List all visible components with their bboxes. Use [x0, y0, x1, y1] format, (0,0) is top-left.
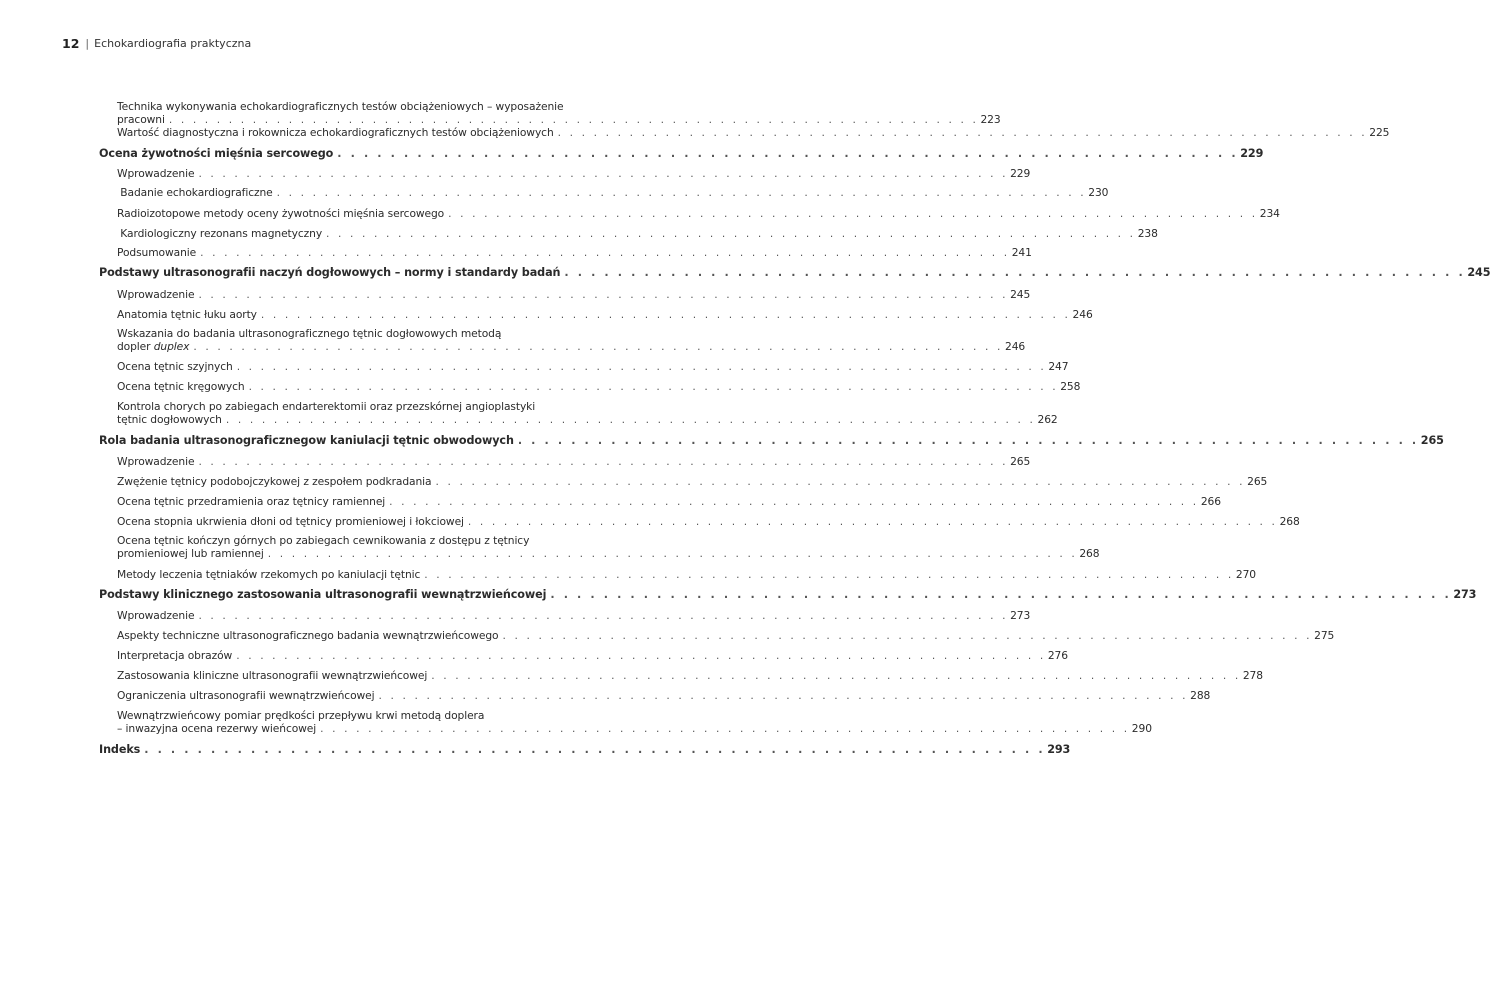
toc-entry-title: Zwężenie tętnicy podobojczykowej z zespołem podkradania — [117, 475, 432, 488]
toc-page-number: 223 — [980, 113, 1001, 127]
toc-page-number: 293 — [1047, 743, 1071, 756]
toc-entry-title: Radioizotopowe metody oceny żywotności mięśnia sercowego — [117, 207, 445, 220]
toc-dot-leader: . . . . . . . . . . . . . . . . . . . . . . . . . . . . . . . . . . . . . . . . . . . . . . . . . . . . . . . . . . . . . . . . . . . . — [435, 475, 1246, 488]
toc-page-number: 247 — [1048, 360, 1069, 373]
toc-subentry — [117, 400, 1058, 427]
toc-subentry — [117, 669, 1263, 682]
header-separator: | — [85, 37, 90, 50]
toc-dot-leader: . . . . . . . . . . . . . . . . . . . . . . . . . . . . . . . . . . . . . . . . . . . . . . . . . . . . . . . . . . . . . . . . . . . . — [198, 609, 1009, 622]
toc-page-number: 265 — [1010, 455, 1031, 468]
toc-entry-title: Indeks — [99, 743, 141, 756]
toc-subentry — [117, 515, 1300, 528]
toc-entry-title: Podstawy ultrasonografii naczyń dogłowowych – normy i standardy badań — [99, 266, 561, 279]
toc-dot-leader: . . . . . . . . . . . . . . . . . . . . . . . . . . . . . . . . . . . . . . . . . . . . . . . . . . . . . . . . . . . . . . . . . . . . — [200, 246, 1010, 259]
toc-subentry — [117, 709, 1152, 736]
toc-page-number: 245 — [1010, 288, 1031, 301]
toc-section-entry — [99, 434, 1444, 447]
toc-page-number: 268 — [1079, 547, 1100, 561]
toc-entry-title: Ocena tętnic kręgowych — [117, 380, 245, 393]
toc-dot-leader: . . . . . . . . . . . . . . . . . . . . . . . . . . . . . . . . . . . . . . . . . . . . . . . . . . . . . . . . . . . . . . . . . . . . — [267, 547, 1078, 561]
toc-page-number: 262 — [1037, 413, 1058, 427]
toc-dot-leader: . . . . . . . . . . . . . . . . . . . . . . . . . . . . . . . . . . . . . . . . . . . . . . . . . . . . . . . . . . . . . . . . . . . . — [337, 147, 1239, 160]
toc-subentry — [117, 534, 1100, 561]
toc-entry-title-line: Ocena tętnic kończyn górnych po zabiegach cewnikowania z dostępu z tętnicy — [117, 534, 530, 547]
page-number: 12 — [62, 36, 80, 51]
toc-page-number: 288 — [1190, 689, 1211, 702]
toc-dot-leader: . . . . . . . . . . . . . . . . . . . . . . . . . . . . . . . . . . . . . . . . . . . . . . . . . . . . . . . . . . . . . . . . . . . . — [225, 413, 1036, 427]
toc-entry-title: Wprowadzenie — [117, 455, 195, 468]
toc-entry-title: Ocena tętnic szyjnych — [117, 360, 233, 373]
toc-entry-title: Interpretacja obrazów — [117, 649, 233, 662]
toc-dot-leader: . . . . . . . . . . . . . . . . . . . . . . . . . . . . . . . . . . . . . . . . . . . . . . . . . . . . . . . . . . . . . . . . . . . . — [557, 126, 1368, 139]
toc-entry-title: Wartość diagnostyczna i rokownicza echokardiograficznych testów obciążeniowych — [117, 126, 554, 139]
toc-dot-leader: . . . . . . . . . . . . . . . . . . . . . . . . . . . . . . . . . . . . . . . . . . . . . . . . . . . . . . . . . . . . . . . . . . . . — [517, 434, 1419, 447]
toc-entry-title: dopler — [117, 340, 154, 354]
toc-page-number: 276 — [1047, 649, 1068, 662]
toc-page-number: 230 — [1088, 186, 1109, 199]
toc-section-entry — [99, 266, 1490, 279]
toc-page-number: 273 — [1453, 588, 1477, 601]
toc-section-entry — [99, 147, 1264, 160]
toc-subentry — [117, 126, 1390, 139]
toc-dot-leader: . . . . . . . . . . . . . . . . . . . . . . . . . . . . . . . . . . . . . . . . . . . . . . . . . . . . . . . . . . . . . . . . . . . . — [550, 588, 1452, 601]
toc-dot-leader: . . . . . . . . . . . . . . . . . . . . . . . . . . . . . . . . . . . . . . . . . . . . . . . . . . . . . . . . . . . . . . . . . . . . — [389, 495, 1199, 508]
toc-entry-title: Aspekty techniczne ultrasonograficznego badania wewnątrzwieńcowego — [117, 629, 499, 642]
toc-dot-leader: . . . . . . . . . . . . . . . . . . . . . . . . . . . . . . . . . . . . . . . . . . . . . . . . . . . . . . . . . . . . . . . . . . . . — [564, 266, 1466, 279]
toc-entry-title: Badanie echokardiograficzne — [117, 186, 273, 199]
toc-dot-leader: . . . . . . . . . . . . . . . . . . . . . . . . . . . . . . . . . . . . . . . . . . . . . . . . . . . . . . . . . . . . . . . . . . . . — [448, 207, 1258, 220]
toc-page-number: 270 — [1235, 568, 1257, 581]
toc-entry-title: Ograniczenia ultrasonografii wewnątrzwieńcowej — [117, 689, 375, 702]
toc-entry-title-line: Kontrola chorych po zabiegach endarterektomii oraz przezskórnej angioplastyki — [117, 400, 536, 413]
toc-entry-title: Rola badania ultrasonograficznegow kaniulacji tętnic obwodowych — [99, 434, 514, 447]
toc-subentry — [117, 629, 1335, 642]
toc-entry-title: Anatomia tętnic łuku aorty — [117, 308, 257, 321]
toc-entry-title: – inwazyjna ocena rezerwy wieńcowej — [117, 722, 317, 736]
toc-section-entry — [99, 588, 1477, 601]
toc-subentry — [117, 455, 1031, 468]
toc-subentry — [117, 167, 1031, 180]
toc-page-number: 229 — [1010, 167, 1031, 180]
toc-page-number: 278 — [1242, 669, 1263, 682]
toc-dot-leader: . . . . . . . . . . . . . . . . . . . . . . . . . . . . . . . . . . . . . . . . . . . . . . . . . . . . . . . . . . . . . . . . . . . . — [260, 308, 1071, 321]
toc-entry-title: Podstawy klinicznego zastosowania ultrasonografii wewnątrzwieńcowej — [99, 588, 547, 601]
toc-dot-leader: . . . . . . . . . . . . . . . . . . . . . . . . . . . . . . . . . . . . . . . . . . . . . . . . . . . . . . . . . . . . . . . . . . . . — [198, 288, 1009, 301]
toc-subentry — [117, 207, 1280, 220]
toc-page-number: 246 — [1005, 340, 1026, 354]
toc-dot-leader: . . . . . . . . . . . . . . . . . . . . . . . . . . . . . . . . . . . . . . . . . . . . . . . . . . . . . . . . . . . . . . . . . . . . — [198, 455, 1009, 468]
toc-entry-title: Wprowadzenie — [117, 288, 195, 301]
toc-page-number: 265 — [1247, 475, 1268, 488]
toc-entry-title: Ocena stopnia ukrwienia dłoni od tętnicy promieniowej i łokciowej — [117, 515, 464, 528]
toc-page-number: 268 — [1279, 515, 1300, 528]
toc-subentry — [117, 380, 1081, 393]
toc-subentry — [117, 689, 1211, 702]
toc-subentry — [117, 568, 1257, 581]
toc-section-entry — [99, 743, 1071, 756]
toc-dot-leader: . . . . . . . . . . . . . . . . . . . . . . . . . . . . . . . . . . . . . . . . . . . . . . . . . . . . . . . . . . . . . . . . . . . . — [502, 629, 1313, 642]
toc-page-number: 246 — [1072, 308, 1093, 321]
toc-page-number: 265 — [1420, 434, 1444, 447]
toc-entry-title: Wprowadzenie — [117, 167, 195, 180]
toc-page-number: 266 — [1200, 495, 1221, 508]
toc-subentry — [117, 609, 1031, 622]
toc-dot-leader: . . . . . . . . . . . . . . . . . . . . . . . . . . . . . . . . . . . . . . . . . . . . . . . . . . . . . . . . . . . . . . . . . . . . — [326, 227, 1136, 240]
toc-entry-title: tętnic dogłowowych — [117, 413, 222, 427]
toc-dot-leader: . . . . . . . . . . . . . . . . . . . . . . . . . . . . . . . . . . . . . . . . . . . . . . . . . . . . . . . . . . . . . . . . . . . . — [424, 568, 1234, 581]
toc-dot-leader: . . . . . . . . . . . . . . . . . . . . . . . . . . . . . . . . . . . . . . . . . . . . . . . . . . . . . . . . . . . . . . . . . . . . — [236, 360, 1047, 373]
toc-entry-title: Podsumowanie — [117, 246, 197, 259]
toc-entry-title: promieniowej lub ramiennej — [117, 547, 264, 561]
toc-page-number: 290 — [1131, 722, 1152, 736]
toc-dot-leader: . . . . . . . . . . . . . . . . . . . . . . . . . . . . . . . . . . . . . . . . . . . . . . . . . . . . . . . . . . . . . . . . . . . . — [193, 340, 1004, 354]
book-title: Echokardiografia praktyczna — [94, 37, 252, 50]
toc-page-number: 229 — [1240, 147, 1264, 160]
toc-dot-leader: . . . . . . . . . . . . . . . . . . . . . . . . . . . . . . . . . . . . . . . . . . . . . . . . . . . . . . . . . . . . . . . . . . . . — [236, 649, 1046, 662]
toc-dot-leader: . . . . . . . . . . . . . . . . . . . . . . . . . . . . . . . . . . . . . . . . . . . . . . . . . . . . . . . . . . . . . . . . . . . . — [168, 113, 979, 127]
toc-entry-title-italic: duplex — [153, 340, 190, 354]
toc-entry-title: Metody leczenia tętniaków rzekomych po kaniulacji tętnic — [117, 568, 421, 581]
toc-subentry — [117, 649, 1068, 662]
toc-dot-leader: . . . . . . . . . . . . . . . . . . . . . . . . . . . . . . . . . . . . . . . . . . . . . . . . . . . . . . . . . . . . . . . . . . . . — [144, 743, 1046, 756]
toc-entry-title: Zastosowania kliniczne ultrasonografii wewnątrzwieńcowej — [117, 669, 428, 682]
toc-subentry — [117, 100, 1001, 127]
toc-entry-title-line: Wskazania do badania ultrasonograficznego tętnic dogłowowych metodą — [117, 327, 502, 340]
toc-subentry — [117, 288, 1031, 301]
toc-subentry — [117, 308, 1093, 321]
toc-subentry — [117, 495, 1221, 508]
toc-entry-title: Wprowadzenie — [117, 609, 195, 622]
toc-entry-title-line: Wewnątrzwieńcowy pomiar prędkości przepływu krwi metodą doplera — [117, 709, 485, 722]
toc-entry-title: Ocena tętnic przedramienia oraz tętnicy ramiennej — [117, 495, 386, 508]
toc-page-number: 234 — [1259, 207, 1280, 220]
toc-subentry — [117, 475, 1268, 488]
toc-subentry — [117, 246, 1032, 259]
toc-dot-leader: . . . . . . . . . . . . . . . . . . . . . . . . . . . . . . . . . . . . . . . . . . . . . . . . . . . . . . . . . . . . . . . . . . . . — [276, 186, 1087, 199]
toc-page-number: 241 — [1011, 246, 1032, 259]
toc-subentry — [117, 360, 1069, 373]
toc-page-number: 245 — [1467, 266, 1490, 279]
toc-page-number: 258 — [1060, 380, 1081, 393]
toc-entry-title: pracowni — [117, 113, 165, 127]
toc-dot-leader: . . . . . . . . . . . . . . . . . . . . . . . . . . . . . . . . . . . . . . . . . . . . . . . . . . . . . . . . . . . . . . . . . . . . — [467, 515, 1278, 528]
toc-dot-leader: . . . . . . . . . . . . . . . . . . . . . . . . . . . . . . . . . . . . . . . . . . . . . . . . . . . . . . . . . . . . . . . . . . . . — [198, 167, 1009, 180]
toc-dot-leader: . . . . . . . . . . . . . . . . . . . . . . . . . . . . . . . . . . . . . . . . . . . . . . . . . . . . . . . . . . . . . . . . . . . . — [378, 689, 1189, 702]
toc-page-number: 275 — [1314, 629, 1335, 642]
toc-subentry — [117, 227, 1158, 240]
toc-subentry — [117, 186, 1109, 199]
toc-entry-title: Ocena żywotności mięśnia sercowego — [99, 147, 334, 160]
toc-page-number: 273 — [1010, 609, 1031, 622]
toc-entry-title-line: Technika wykonywania echokardiograficznych testów obciążeniowych – wyposażenie — [117, 100, 564, 113]
toc-dot-leader: . . . . . . . . . . . . . . . . . . . . . . . . . . . . . . . . . . . . . . . . . . . . . . . . . . . . . . . . . . . . . . . . . . . . — [431, 669, 1241, 682]
toc-page-number: 238 — [1137, 227, 1158, 240]
toc-entry-title: Kardiologiczny rezonans magnetyczny — [117, 227, 323, 240]
toc-page-number: 225 — [1369, 126, 1390, 139]
toc-dot-leader: . . . . . . . . . . . . . . . . . . . . . . . . . . . . . . . . . . . . . . . . . . . . . . . . . . . . . . . . . . . . . . . . . . . . — [320, 722, 1130, 736]
toc-dot-leader: . . . . . . . . . . . . . . . . . . . . . . . . . . . . . . . . . . . . . . . . . . . . . . . . . . . . . . . . . . . . . . . . . . . . — [248, 380, 1059, 393]
toc-subentry — [117, 327, 1026, 354]
